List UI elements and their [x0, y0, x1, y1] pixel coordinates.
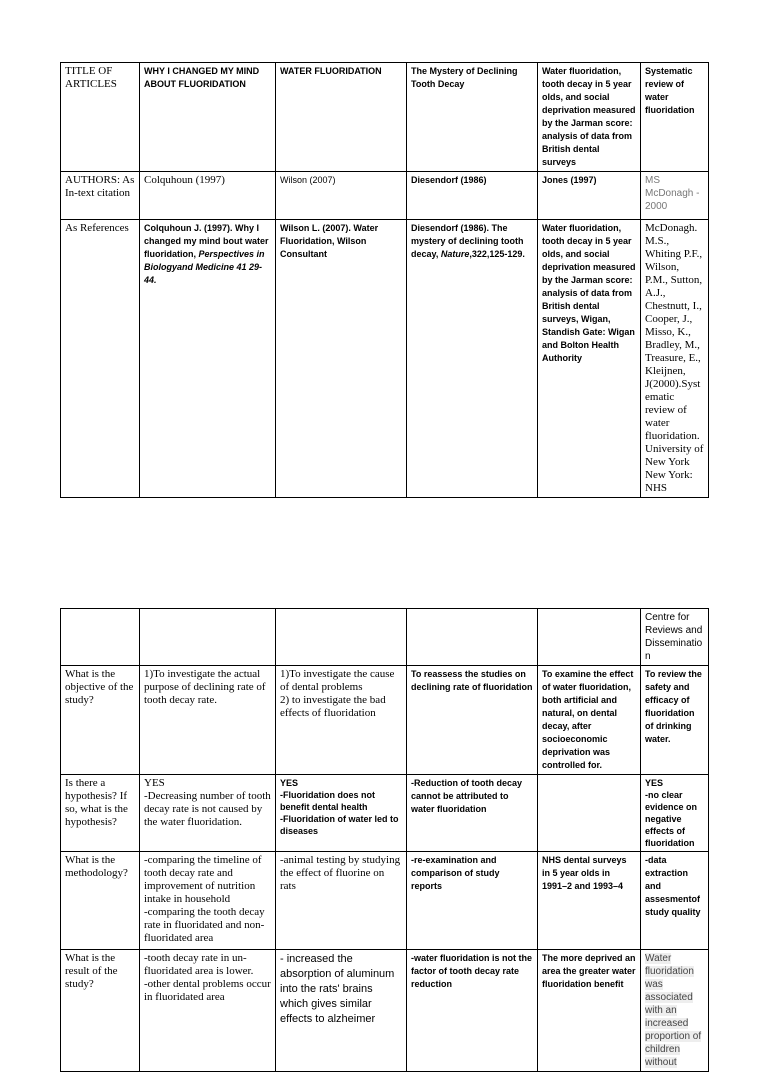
cell-text: Systematic review of water fluoridation: [645, 66, 695, 115]
cell-title-5: [641, 63, 709, 172]
cell-method-5: [641, 852, 709, 950]
cell-text: The more deprived an area the greater water fluoridation benefit: [542, 953, 636, 989]
journal-title: Perspectives in Biologyand Medicine 41 29-44.: [144, 249, 265, 285]
cell-method-4: [538, 852, 641, 950]
cell-text: Water fluoridation was associated with an increased proportion of children without: [645, 953, 702, 1068]
cell-text: Centre for Reviews and Dissemination: [645, 612, 703, 662]
cell-ref-3: [407, 220, 538, 498]
cell-title-4: [538, 63, 641, 172]
cell-text: To reassess the studies on declining rate of fluoridation: [411, 669, 533, 692]
cell-text: 1)To investigate the cause of dental problems: [280, 668, 395, 693]
cell-ref-5: [641, 220, 709, 498]
cell-hypothesis-2: [276, 775, 407, 852]
cell-text: Jones (1997): [542, 175, 597, 185]
cell-text: -tooth decay rate in un-fluoridated area is lower.: [144, 952, 254, 977]
cell-text: Colquhoun (1997): [144, 174, 225, 186]
cell-hypothesis-3: [407, 775, 538, 852]
row-label-authors: [61, 172, 140, 220]
cell-text: -re-examination and comparison of study reports: [411, 855, 500, 891]
cell-text: What is the objective of the study?: [65, 668, 134, 706]
cell-ref-1: [140, 220, 276, 498]
cell-text: - increased the absorption of aluminum into the rats' brains which gives similar effects to alzheimer: [280, 953, 395, 1025]
cell-ref-2: [276, 220, 407, 498]
row-label-hypothesis: [61, 775, 140, 852]
cell-text: -Fluoridation of water led to diseases: [280, 814, 399, 836]
cell-text: Is there a hypothesis? If so, what is the hypothesis?: [65, 777, 128, 828]
cell-text: ,322,125-129.: [469, 249, 525, 259]
cell-text: To review the safety and efficacy of fluoridation of drinking water.: [645, 669, 702, 744]
cell-objective-3: [407, 666, 538, 775]
table-row-methodology: [61, 852, 709, 950]
cell-author-3: [407, 172, 538, 220]
cell-result-1: [140, 950, 276, 1072]
cell-text: 1)To investigate the actual purpose of declining rate of tooth decay rate.: [144, 668, 266, 706]
article-info-table: [60, 62, 709, 498]
cell-objective-5: [641, 666, 709, 775]
table-row-authors: [61, 172, 709, 220]
cell-result-2: [276, 950, 407, 1072]
cell-text: -comparing the tooth decay rate in fluoridated and non-fluoridated area: [144, 906, 265, 944]
cell-title-2: [276, 63, 407, 172]
cell-author-2: [276, 172, 407, 220]
cell-author-4: [538, 172, 641, 220]
study-analysis-table: [60, 608, 709, 1072]
cell-objective-2: [276, 666, 407, 775]
cell-text: Diesendorf (1986): [411, 175, 487, 185]
cell-text: Colquhoun J. (1997). Why I changed my mind bout water fluoridation,: [144, 223, 269, 259]
cell-text: Water fluoridation, tooth decay in 5 year olds, and social deprivation measured by the Jarman score: analysis of data from British dental surveys: [542, 66, 636, 167]
cell-method-1: [140, 852, 276, 950]
cell-empty: [407, 609, 538, 666]
cell-result-3: [407, 950, 538, 1072]
cell-text: Wilson L. (2007). Water Fluoridation, Wilson Consultant: [280, 223, 379, 259]
table-row-references: [61, 220, 709, 498]
table-row-objective: [61, 666, 709, 775]
cell-text: YES: [645, 778, 664, 788]
cell-hypothesis-5: [641, 775, 709, 852]
cell-text: -no clear evidence on negative effects of fluoridation: [645, 790, 698, 848]
cell-text: -animal testing by studying the effect of fluorine on rats: [280, 854, 401, 892]
cell-text: WHY I CHANGED MY MIND ABOUT FLUORIDATION: [144, 66, 260, 89]
cell-text: -other dental problems occur in fluoridated area: [144, 978, 271, 1003]
cell-title-1: [140, 63, 276, 172]
cell-text: -Reduction of tooth decay cannot be attributed to water fluoridation: [411, 778, 522, 814]
cell-text: YES: [144, 777, 165, 789]
row-label-references: [61, 220, 140, 498]
cell-objective-4: [538, 666, 641, 775]
cell-text: -Fluoridation does not benefit dental health: [280, 790, 375, 812]
cell-empty: [276, 609, 407, 666]
cell-result-5: [641, 950, 709, 1072]
table-row-result: [61, 950, 709, 1072]
cell-hypothesis-4: [538, 775, 641, 852]
cell-hypothesis-1: [140, 775, 276, 852]
cell-text: -comparing the timeline of tooth decay rate and improvement of nutrition intake in household: [144, 854, 262, 905]
cell-text: -Decreasing number of tooth decay rate is not caused by the water fluoridation.: [144, 790, 271, 828]
cell-text: Water fluoridation, tooth decay in 5 year olds, and social deprivation measured by the Jarman score: analysis of data from British dental surveys, Wigan, Standish Gate: Wigan and Bolton Health Authority: [542, 223, 636, 363]
cell-text: 2) to investigate the bad effects of fluoridation: [280, 694, 386, 719]
cell-empty: [61, 609, 140, 666]
table-row-header: [61, 609, 709, 666]
cell-text: What is the result of the study?: [65, 952, 118, 990]
row-label-methodology: [61, 852, 140, 950]
cell-text: NHS dental surveys in 5 year olds in 1991–2 and 1993–4: [542, 855, 627, 891]
cell-author-5: [641, 172, 709, 220]
cell-title-3: [407, 63, 538, 172]
cell-text: YES: [280, 778, 299, 788]
cell-text: As References: [65, 222, 129, 234]
cell-objective-1: [140, 666, 276, 775]
cell-text: MS McDonagh - 2000: [645, 175, 700, 212]
cell-text: -water fluoridation is not the factor of tooth decay rate reduction: [411, 953, 532, 989]
cell-text: AUTHORS: As In-text citation: [65, 174, 135, 199]
cell-empty: [538, 609, 641, 666]
journal-title: Nature: [440, 249, 470, 259]
cell-text: -data extraction and assesmentof study quality: [645, 855, 701, 917]
cell-method-2: [276, 852, 407, 950]
cell-result-4: [538, 950, 641, 1072]
row-label-result: [61, 950, 140, 1072]
cell-text: TITLE OF ARTICLES: [65, 65, 117, 90]
cell-text: Diesendorf (1986). The mystery of declining tooth decay,: [411, 223, 524, 259]
table-row-title: [61, 63, 709, 172]
cell-empty: [140, 609, 276, 666]
cell-text: Wilson (2007): [280, 175, 336, 185]
row-label-title: [61, 63, 140, 172]
cell-text: What is the methodology?: [65, 854, 128, 879]
cell-text: The Mystery of Declining Tooth Decay: [411, 66, 518, 89]
cell-text: WATER FLUORIDATION: [280, 66, 382, 76]
cell-text: McDonagh. M.S., Whiting P.F., Wilson, P.M., Sutton, A.J., Chestnutt, I., Cooper, J., Misso, K., Bradley, M., Treasure, E., Kleijnen, J(2000).Systematic review of water fluoridation. University of New York New York: NHS: [645, 222, 704, 494]
cell-author-1: [140, 172, 276, 220]
cell-text: To examine the effect of water fluoridation, both artificial and natural, on dental decay, after socioeconomic deprivation was controlled for.: [542, 669, 634, 770]
cell-ref-4: [538, 220, 641, 498]
cell-header-5: [641, 609, 709, 666]
table-row-hypothesis: [61, 775, 709, 852]
row-label-objective: [61, 666, 140, 775]
cell-method-3: [407, 852, 538, 950]
